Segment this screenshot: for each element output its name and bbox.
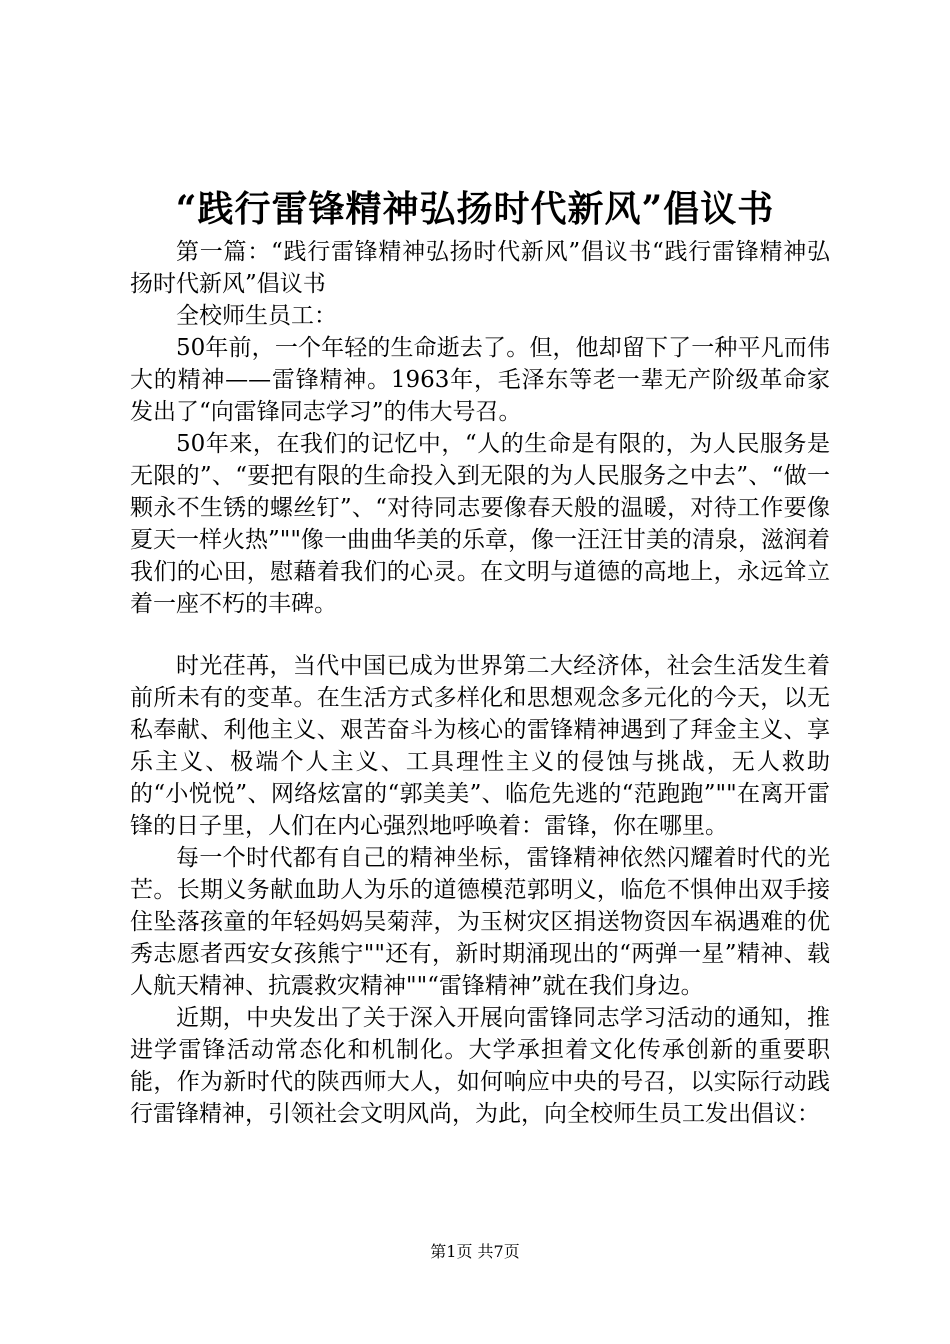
paragraph-changes: 时光荏苒，当代中国已成为世界第二大经济体，社会生活发生着前所未有的变革。在生活方式多样化和思想观念多元化的今天，以无私奉献、利他主义、艰苦奋斗为核心的雷锋精神遇到了拜金主义、享乐主义、极端个人主义、工具理性主义的侵蚀与挑战，无人救助的“小悦悦”、网络炫富的“郭美美”、临危先逃的“范跑跑”""在离开雷锋的日子里，人们在内心强烈地呼唤着：雷锋，你在哪里。 — [130, 653, 830, 839]
paragraph-intro: 第一篇：“践行雷锋精神弘扬时代新风”倡议书“践行雷锋精神弘扬时代新风”倡议书 — [130, 239, 830, 297]
paragraph-salutation: 全校师生员工： — [176, 303, 337, 329]
paragraph-initiative: 近期，中央发出了关于深入开展向雷锋同志学习活动的通知，推进学雷锋活动常态化和机制化。大学承担着文化传承创新的重要职能，作为新时代的陕西师大人，如何响应中央的号召，以实际行动践行雷锋精神，引领社会文明风尚，为此，向全校师生员工发出倡议： — [130, 1005, 830, 1127]
paragraph-spirit: 每一个时代都有自己的精神坐标，雷锋精神依然闪耀着时代的光芒。长期义务献血助人为乐的道德模范郭明义，临危不惧伸出双手接住坠落孩童的年轻妈妈吴菊萍，为玉树灾区捐送物资因车祸遇难的优秀志愿者西安女孩熊宁""还有，新时期涌现出的“两弹一星”精神、载人航天精神、抗震救灾精神""“雷锋精神”就在我们身边。 — [130, 845, 830, 999]
document-title: “践行雷锋精神弘扬时代新风”倡议书 — [175, 188, 775, 230]
document-body — [130, 236, 830, 1130]
paragraph-memory: 50年来，在我们的记忆中，“人的生命是有限的，为人民服务是无限的”、“要把有限的生命投入到无限的为人民服务之中去”、“做一颗永不生锈的螺丝钉”、“对待同志要像春天般的温暖，对待工作要像夏天一样火热”""像一曲曲华美的乐章，像一汪汪甘美的清泉，滋润着我们的心田，慰藉着我们的心灵。在文明与道德的高地上，永远耸立着一座不朽的丰碑。 — [130, 431, 830, 617]
paragraph-history: 50年前，一个年轻的生命逝去了。但，他却留下了一种平凡而伟大的精神——雷锋精神。1963年，毛泽东等老一辈无产阶级革命家发出了“向雷锋同志学习”的伟大号召。 — [130, 335, 830, 425]
page-number-footer: 第1页 共7页 — [430, 1242, 520, 1261]
